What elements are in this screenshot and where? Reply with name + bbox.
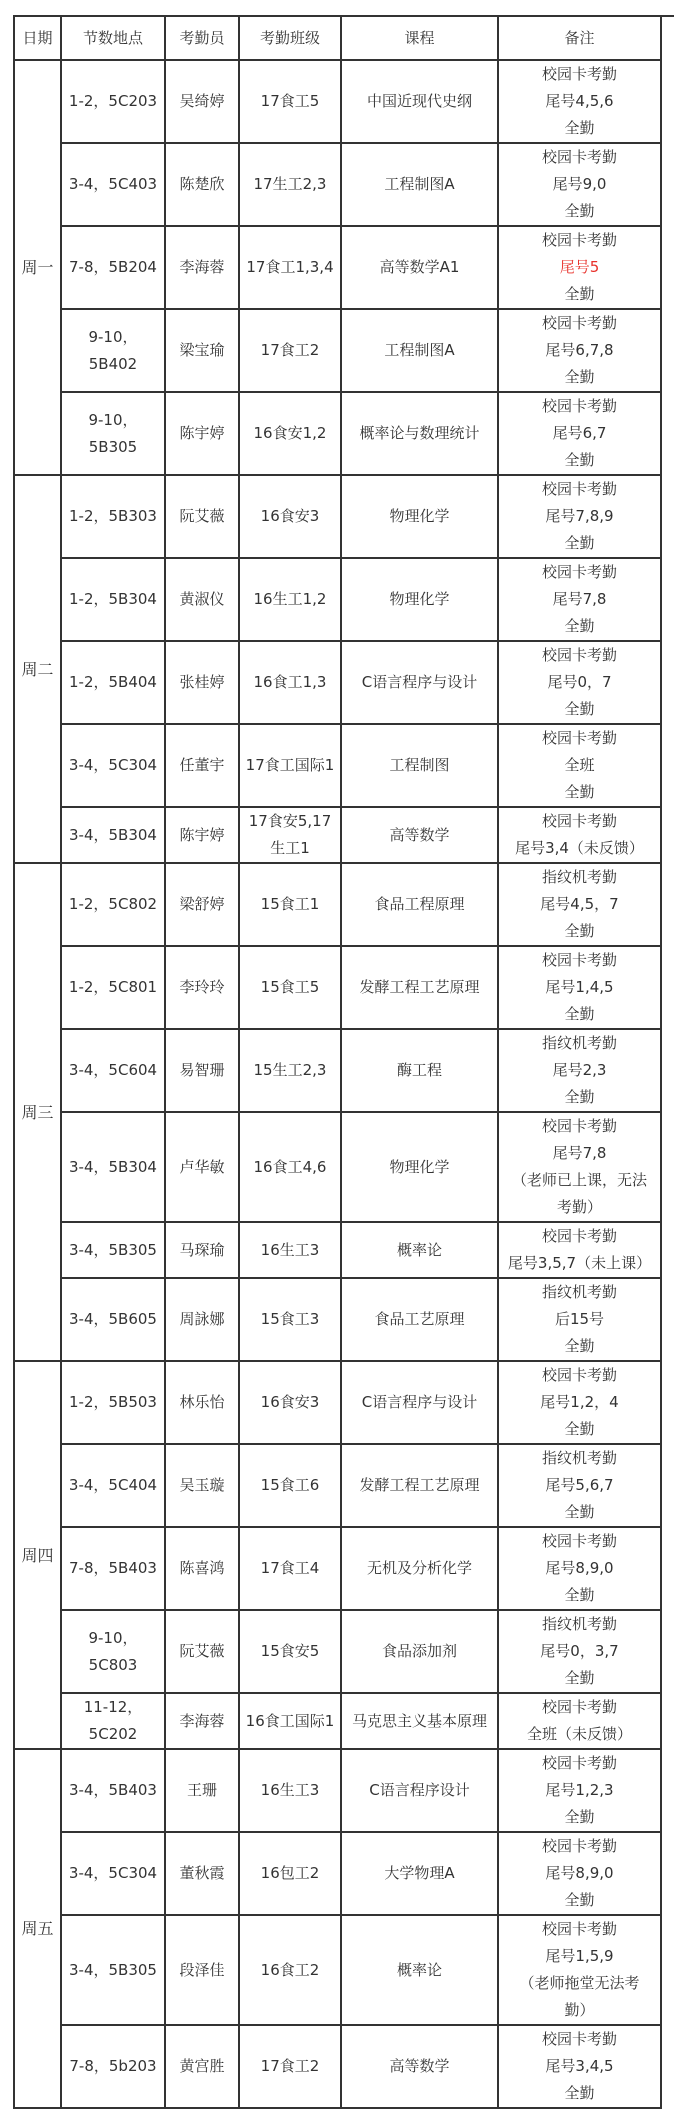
location-cell: 1-2，5B304 [61, 558, 165, 641]
attendance-officer-cell: 阮艾薇 [165, 475, 239, 558]
class-cell: 17生工2,3 [239, 143, 341, 226]
note-line: 尾号8,9,0 [545, 1559, 614, 1577]
day-label: 周三 [14, 863, 61, 1361]
note-line: 校园卡考勤 [541, 1366, 617, 1384]
notes-cell [498, 143, 661, 226]
header-notes: 备注 [498, 16, 661, 60]
attendance-officer-cell: 梁舒婷 [165, 863, 239, 946]
course-cell: 概率论 [341, 1222, 498, 1278]
note-line: 尾号1,5,9 [545, 1947, 614, 1965]
note-line: 全勤 [564, 368, 595, 386]
notes-cell [498, 1527, 661, 1610]
location-cell: 7-8，5b203 [61, 2025, 165, 2108]
note-line: 尾号3,4,5 [545, 2057, 614, 2075]
note-line: 校园卡考勤 [541, 1837, 617, 1855]
table-row [14, 1527, 661, 1610]
note-line: 校园卡考勤 [541, 812, 617, 830]
table-row [14, 1915, 661, 2025]
course-cell: C语言程序与设计 [341, 641, 498, 724]
note-line: 指纹机考勤 [541, 1615, 617, 1633]
table-row [14, 1749, 661, 1832]
note-line: 校园卡考勤 [541, 1920, 617, 1938]
location-cell: 7-8，5B204 [61, 226, 165, 309]
note-line: 勤） [564, 2001, 595, 2019]
class-cell: 15食工1 [239, 863, 341, 946]
attendance-officer-cell: 林乐怡 [165, 1361, 239, 1444]
attendance-table [13, 15, 662, 2109]
note-line: 尾号7,8 [552, 590, 607, 608]
class-cell: 16食安3 [239, 475, 341, 558]
notes-cell [498, 1278, 661, 1361]
class-cell: 16生工3 [239, 1222, 341, 1278]
table-row [14, 1112, 661, 1222]
notes-cell [498, 1693, 661, 1749]
table-row [14, 226, 661, 309]
note-line: 尾号3,5,7（未上课） [507, 1254, 652, 1272]
table-row [14, 143, 661, 226]
class-cell: 16包工2 [239, 1832, 341, 1915]
day-label: 周二 [14, 475, 61, 863]
class-cell: 15食工5 [239, 946, 341, 1029]
note-line: 全班 [564, 756, 595, 774]
note-line: 校园卡考勤 [541, 2030, 617, 2048]
note-line: 尾号6,7 [552, 424, 607, 442]
table-row [14, 2025, 661, 2108]
location-cell: 3-4，5B304 [61, 807, 165, 863]
note-line: 校园卡考勤 [541, 397, 617, 415]
attendance-officer-cell: 黄淑仪 [165, 558, 239, 641]
note-line: 尾号4,5,6 [545, 92, 614, 110]
note-line: 校园卡考勤 [541, 1698, 617, 1716]
course-cell: 高等数学A1 [341, 226, 498, 309]
note-line: 考勤） [556, 1198, 602, 1216]
class-cell: 15食工3 [239, 1278, 341, 1361]
table-row [14, 1361, 661, 1444]
table-row [14, 309, 661, 392]
attendance-officer-cell: 张桂婷 [165, 641, 239, 724]
location-cell: 3-4，5B305 [61, 1222, 165, 1278]
attendance-officer-cell: 吴绮婷 [165, 60, 239, 143]
location-cell: 3-4，5C604 [61, 1029, 165, 1112]
note-line: 全勤 [564, 1503, 595, 1521]
table-row [14, 558, 661, 641]
header-date: 日期 [14, 16, 61, 60]
notes-cell [498, 1444, 661, 1527]
course-cell: 物理化学 [341, 558, 498, 641]
location-cell: 3-4，5B305 [61, 1915, 165, 2025]
note-line: 校园卡考勤 [541, 646, 617, 664]
notes-cell [498, 724, 661, 807]
note-line: 尾号1,2，4 [540, 1393, 619, 1411]
notes-cell [498, 1112, 661, 1222]
table-row [14, 60, 661, 143]
location-cell: 3-4，5C403 [61, 143, 165, 226]
table-row [14, 1029, 661, 1112]
table-row [14, 641, 661, 724]
note-line: 全勤 [564, 202, 595, 220]
table-row [14, 1222, 661, 1278]
attendance-officer-cell: 黄宫胜 [165, 2025, 239, 2108]
class-cell: 16生工1,2 [239, 558, 341, 641]
notes-cell [498, 60, 661, 143]
notes-cell [498, 475, 661, 558]
note-line: 全勤 [564, 119, 595, 137]
attendance-officer-cell: 李玲玲 [165, 946, 239, 1029]
notes-cell [498, 641, 661, 724]
note-line: 全勤 [564, 1808, 595, 1826]
note-line: 后15号 [554, 1310, 605, 1328]
note-line: 尾号7,8,9 [545, 507, 614, 525]
location-cell: 3-4，5B605 [61, 1278, 165, 1361]
notes-cell [498, 1610, 661, 1693]
class-cell: 16食工1,3 [239, 641, 341, 724]
attendance-officer-cell: 周詠娜 [165, 1278, 239, 1361]
course-cell: 无机及分析化学 [341, 1527, 498, 1610]
class-cell: 16食安3 [239, 1361, 341, 1444]
note-line: 全勤 [564, 1337, 595, 1355]
header-course: 课程 [341, 16, 498, 60]
course-cell: 食品工艺原理 [341, 1278, 498, 1361]
note-line: 全勤 [564, 285, 595, 303]
note-line: 全班（未反馈） [526, 1725, 632, 1743]
table-row [14, 475, 661, 558]
location-cell: 9-10，5B305 [61, 392, 165, 475]
location-cell: 1-2，5B404 [61, 641, 165, 724]
table-body [14, 60, 661, 2108]
course-cell: 概率论 [341, 1915, 498, 2025]
course-cell: 概率论与数理统计 [341, 392, 498, 475]
notes-cell [498, 309, 661, 392]
location-cell: 1-2，5B303 [61, 475, 165, 558]
attendance-officer-cell: 马琛瑜 [165, 1222, 239, 1278]
note-line: 尾号5 [559, 258, 600, 276]
class-cell: 16食工2 [239, 1915, 341, 2025]
location-cell: 1-2，5B503 [61, 1361, 165, 1444]
note-line: 尾号8,9,0 [545, 1864, 614, 1882]
table-row [14, 1693, 661, 1749]
class-cell: 15生工2,3 [239, 1029, 341, 1112]
notes-cell [498, 863, 661, 946]
class-cell: 17食工5 [239, 60, 341, 143]
attendance-officer-cell: 阮艾薇 [165, 1610, 239, 1693]
notes-cell [498, 1749, 661, 1832]
attendance-officer-cell: 任董宇 [165, 724, 239, 807]
attendance-officer-cell: 李海蓉 [165, 1693, 239, 1749]
note-line: 尾号2,3 [552, 1061, 607, 1079]
attendance-officer-cell: 卢华敏 [165, 1112, 239, 1222]
course-cell: 工程制图 [341, 724, 498, 807]
course-cell: 中国近现代史纲 [341, 60, 498, 143]
note-line: 指纹机考勤 [541, 1283, 617, 1301]
note-line: 尾号0，7 [547, 673, 612, 691]
location-cell: 3-4，5B304 [61, 1112, 165, 1222]
note-line: 尾号1,4,5 [545, 978, 614, 996]
note-line: 校园卡考勤 [541, 563, 617, 581]
note-line: 尾号9,0 [552, 175, 607, 193]
table-row [14, 946, 661, 1029]
table-row [14, 1444, 661, 1527]
attendance-officer-cell: 陈宇婷 [165, 392, 239, 475]
note-line: 校园卡考勤 [541, 1227, 617, 1245]
course-cell: C语言程序与设计 [341, 1361, 498, 1444]
header-class: 考勤班级 [239, 16, 341, 60]
table-row [14, 1610, 661, 1693]
note-line: 全勤 [564, 451, 595, 469]
note-line: 尾号3,4（未反馈） [515, 839, 644, 857]
notes-cell [498, 1915, 661, 2025]
note-line: 指纹机考勤 [541, 1034, 617, 1052]
location-cell: 3-4，5B403 [61, 1749, 165, 1832]
note-line: 全勤 [564, 1005, 595, 1023]
class-cell: 15食工6 [239, 1444, 341, 1527]
day-label: 周四 [14, 1361, 61, 1749]
course-cell: 高等数学 [341, 2025, 498, 2108]
note-line: 尾号7,8 [552, 1144, 607, 1162]
header-location: 节数地点 [61, 16, 165, 60]
class-cell: 16食安1,2 [239, 392, 341, 475]
course-cell: 食品工程原理 [341, 863, 498, 946]
attendance-officer-cell: 王珊 [165, 1749, 239, 1832]
note-line: 尾号6,7,8 [545, 341, 614, 359]
class-cell: 17食工2 [239, 309, 341, 392]
attendance-officer-cell: 易智珊 [165, 1029, 239, 1112]
note-line: （老师已上课，无法 [511, 1171, 647, 1189]
course-cell: 物理化学 [341, 1112, 498, 1222]
location-cell: 1-2，5C802 [61, 863, 165, 946]
note-line: 尾号1,2,3 [545, 1781, 614, 1799]
notes-cell [498, 558, 661, 641]
class-cell: 17食工国际1 [239, 724, 341, 807]
table-row [14, 392, 661, 475]
note-line: 校园卡考勤 [541, 951, 617, 969]
table-row [14, 807, 661, 863]
course-cell: 发酵工程工艺原理 [341, 1444, 498, 1527]
note-line: 全勤 [564, 2084, 595, 2102]
header-attendance-officer: 考勤员 [165, 16, 239, 60]
course-cell: 高等数学 [341, 807, 498, 863]
note-line: 校园卡考勤 [541, 480, 617, 498]
attendance-officer-cell: 陈喜鸿 [165, 1527, 239, 1610]
class-cell: 15食安5 [239, 1610, 341, 1693]
course-cell: 马克思主义基本原理 [341, 1693, 498, 1749]
attendance-officer-cell: 段泽佳 [165, 1915, 239, 2025]
course-cell: 工程制图A [341, 143, 498, 226]
note-line: 校园卡考勤 [541, 1754, 617, 1772]
location-cell: 1-2，5C801 [61, 946, 165, 1029]
note-line: 全勤 [564, 534, 595, 552]
course-cell: 酶工程 [341, 1029, 498, 1112]
class-cell: 16食工国际1 [239, 1693, 341, 1749]
notes-cell [498, 392, 661, 475]
location-cell: 3-4，5C404 [61, 1444, 165, 1527]
notes-cell [498, 807, 661, 863]
course-cell: 工程制图A [341, 309, 498, 392]
notes-cell [498, 1361, 661, 1444]
location-cell: 3-4，5C304 [61, 724, 165, 807]
note-line: 校园卡考勤 [541, 148, 617, 166]
course-cell: C语言程序设计 [341, 1749, 498, 1832]
note-line: 全勤 [564, 617, 595, 635]
class-cell: 17食工1,3,4 [239, 226, 341, 309]
location-cell: 11-12，5C202 [61, 1693, 165, 1749]
notes-cell [498, 226, 661, 309]
note-line: 全勤 [564, 1420, 595, 1438]
note-line: 全勤 [564, 922, 595, 940]
location-cell: 1-2，5C203 [61, 60, 165, 143]
notes-cell [498, 2025, 661, 2108]
notes-cell [498, 1222, 661, 1278]
notes-cell [498, 1029, 661, 1112]
table-row [14, 863, 661, 946]
class-cell: 16生工3 [239, 1749, 341, 1832]
class-cell: 17食工4 [239, 1527, 341, 1610]
attendance-officer-cell: 陈楚欣 [165, 143, 239, 226]
table-row [14, 1832, 661, 1915]
table-row [14, 1278, 661, 1361]
notes-cell [498, 1832, 661, 1915]
day-label: 周一 [14, 60, 61, 475]
note-line: 指纹机考勤 [541, 1449, 617, 1467]
course-cell: 食品添加剂 [341, 1610, 498, 1693]
notes-cell [498, 946, 661, 1029]
location-cell: 9-10，5B402 [61, 309, 165, 392]
note-line: 校园卡考勤 [541, 231, 617, 249]
note-line: 全勤 [564, 783, 595, 801]
table-row [14, 724, 661, 807]
note-line: 校园卡考勤 [541, 729, 617, 747]
location-cell: 7-8，5B403 [61, 1527, 165, 1610]
location-cell: 3-4，5C304 [61, 1832, 165, 1915]
day-label: 周五 [14, 1749, 61, 2108]
note-line: 校园卡考勤 [541, 1117, 617, 1135]
attendance-officer-cell: 李海蓉 [165, 226, 239, 309]
class-cell: 16食工4,6 [239, 1112, 341, 1222]
note-line: 校园卡考勤 [541, 314, 617, 332]
note-line: 全勤 [564, 1088, 595, 1106]
note-line: 校园卡考勤 [541, 65, 617, 83]
class-cell: 17食安5,17生工1 [239, 807, 341, 863]
note-line: 校园卡考勤 [541, 1532, 617, 1550]
course-cell: 发酵工程工艺原理 [341, 946, 498, 1029]
attendance-officer-cell: 董秋霞 [165, 1832, 239, 1915]
note-line: 全勤 [564, 1586, 595, 1604]
course-cell: 物理化学 [341, 475, 498, 558]
course-cell: 大学物理A [341, 1832, 498, 1915]
attendance-officer-cell: 陈宇婷 [165, 807, 239, 863]
note-line: 全勤 [564, 1891, 595, 1909]
attendance-officer-cell: 吴玉璇 [165, 1444, 239, 1527]
attendance-officer-cell: 梁宝瑜 [165, 309, 239, 392]
note-line: 尾号0，3,7 [540, 1642, 619, 1660]
note-line: 尾号4,5，7 [540, 895, 619, 913]
note-line: （老师拖堂无法考 [519, 1974, 640, 1992]
note-line: 指纹机考勤 [541, 868, 617, 886]
table-edge [660, 15, 674, 2087]
note-line: 尾号5,6,7 [545, 1476, 614, 1494]
class-cell: 17食工2 [239, 2025, 341, 2108]
header-row [14, 16, 661, 60]
note-line: 全勤 [564, 700, 595, 718]
location-cell: 9-10，5C803 [61, 1610, 165, 1693]
note-line: 全勤 [564, 1669, 595, 1687]
